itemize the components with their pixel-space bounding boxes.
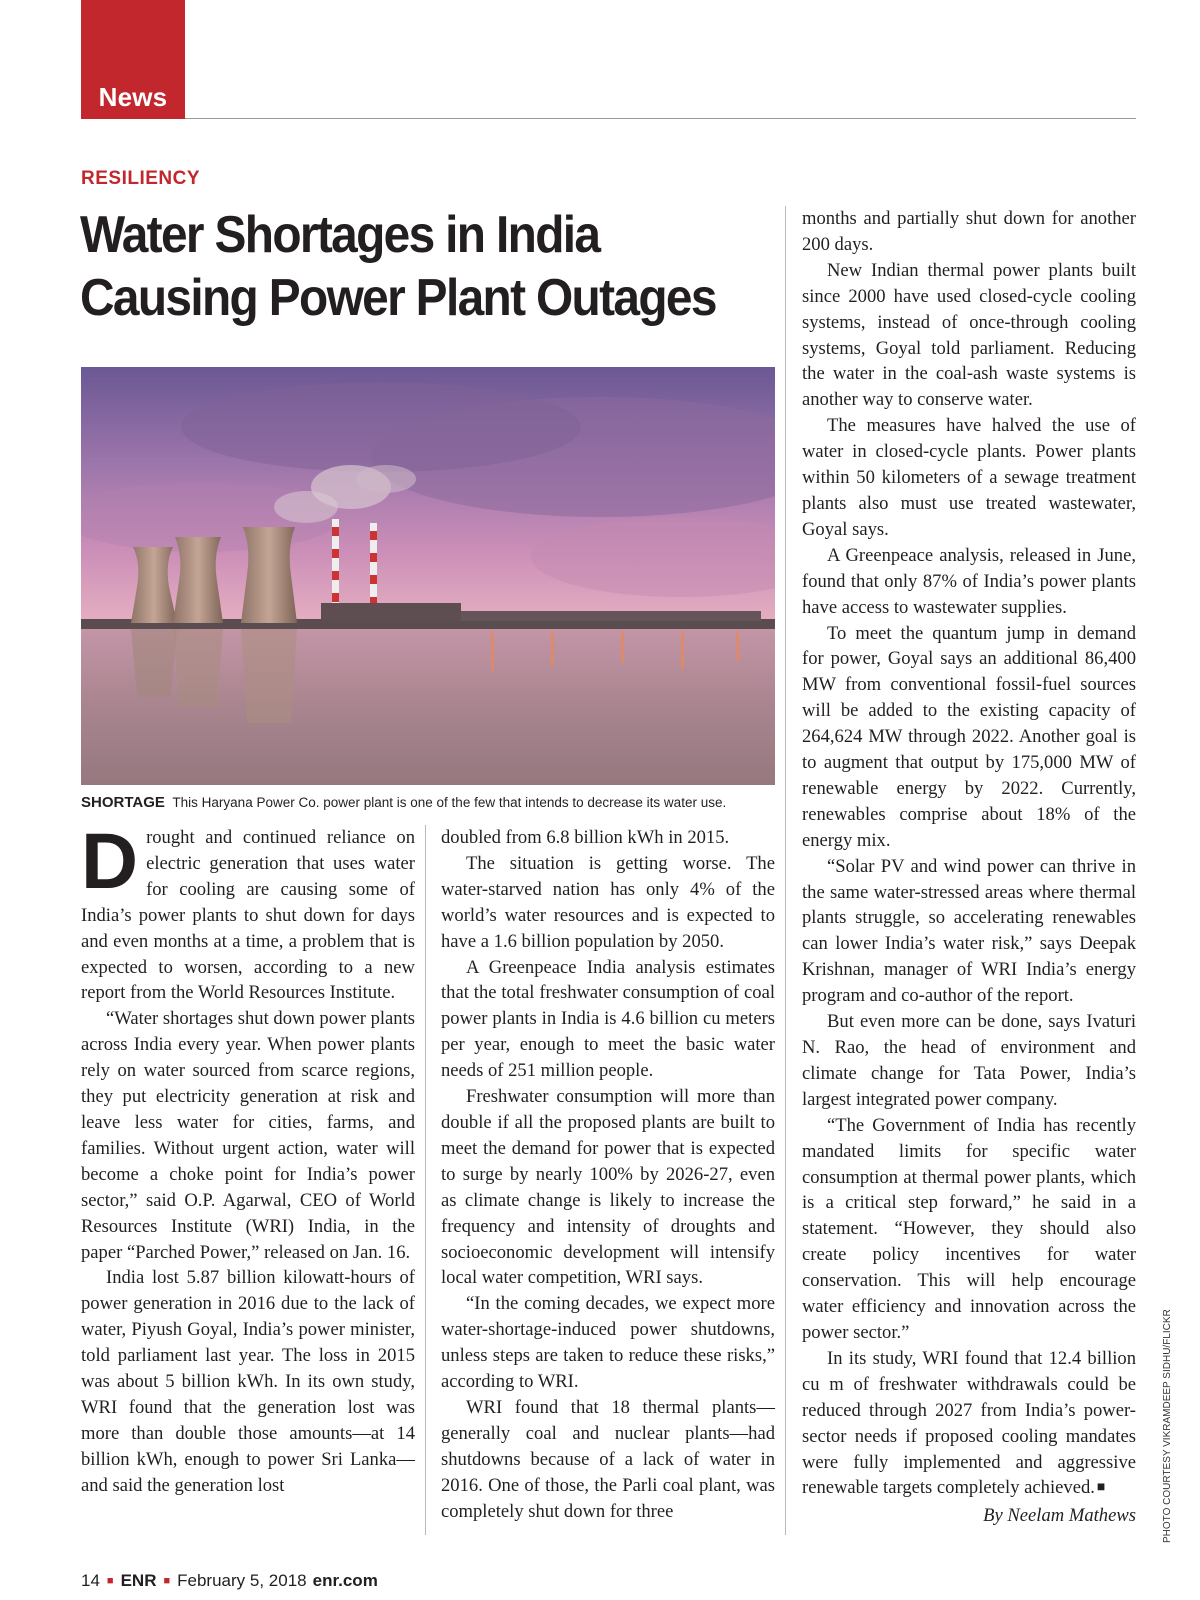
kicker: RESILIENCY bbox=[81, 168, 201, 189]
article-column-1 bbox=[81, 816, 415, 1499]
light-reflection bbox=[681, 631, 684, 669]
section-tab-label: News bbox=[98, 82, 168, 112]
photo-caption bbox=[81, 794, 781, 811]
paragraph: A Greenpeace India analysis estimates that the total freshwater consumption of coal power plants in India is 4.6 billion cu meters per year, enough to meet the basic water needs of 251 million people. bbox=[441, 956, 775, 1082]
issue-date: February 5, 2018 bbox=[177, 1571, 307, 1590]
power-plant-photo bbox=[81, 367, 775, 785]
article-column-2 bbox=[441, 825, 775, 1524]
light-reflection bbox=[551, 631, 554, 667]
paragraph: doubled from 6.8 billion kWh in 2015. bbox=[441, 827, 730, 848]
smoke-plume bbox=[274, 491, 338, 523]
caption-text: This Haryana Power Co. power plant is one of the few that intends to decrease its water use. bbox=[172, 795, 727, 810]
publication-name: ENR bbox=[120, 1571, 157, 1590]
tower-reflection bbox=[241, 629, 297, 723]
paragraph: “The Government of India has recently mandated limits for specific water consumption at thermal power plants, which is a critical step forward,” he said in a statement. “However, they should also create policy incentives for water conservation. This will help encourage water efficiency and innovation across the power sector.” bbox=[802, 1114, 1136, 1343]
cooling-tower bbox=[241, 527, 297, 623]
chimney-band bbox=[370, 575, 377, 584]
section-tab bbox=[81, 0, 185, 119]
paragraph: “Water shortages shut down power plants across India every year. When power plants rely on water sourced from scarce regions, they put electricity generation at risk and leave less water for cities, farms, and families. Without urgent action, water will become a choke point for India’s power sector,” said O.P. Agarwal, CEO of World Resources Institute (WRI) India, in the paper “Parched Power,” released on Jan. 16. bbox=[81, 1008, 415, 1263]
light-reflection bbox=[491, 631, 494, 671]
photo-credit: PHOTO COURTESY VIKRAMDEEP SIDHU/FLICKR bbox=[1162, 1309, 1173, 1543]
column-divider bbox=[785, 206, 786, 1535]
separator-icon: ■ bbox=[163, 1575, 171, 1587]
paragraph bbox=[802, 1346, 1136, 1501]
chimney-band bbox=[332, 571, 339, 580]
cloud bbox=[181, 382, 581, 472]
headline bbox=[80, 204, 724, 330]
chimney-band bbox=[332, 527, 339, 536]
smoke-plume bbox=[356, 465, 416, 493]
separator-icon: ■ bbox=[106, 1575, 114, 1587]
chimney-band bbox=[332, 549, 339, 558]
light-reflection bbox=[621, 631, 624, 663]
paragraph: Freshwater consumption will more than double if all the proposed plants are built to meet the demand for power that is expected to surge by nearly 100% by 2026-27, even as climate change is likely to increase the frequency and intensity of droughts and socioeconomic development will intensify local water competition, WRI says. bbox=[441, 1086, 775, 1289]
paragraph: months and partially shut down for another 200 days. bbox=[802, 208, 1136, 255]
column-divider bbox=[425, 825, 426, 1535]
paragraph: The measures have halved the use of water in closed-cycle plants. Power plants within 50 kilometers of a sewage treatment plants also must use treated wastewater, Goyal says. bbox=[802, 415, 1136, 540]
chimney-band bbox=[370, 553, 377, 562]
paragraph: The situation is getting worse. The water-starved nation has only 4% of the world’s water resources and is expected to have a 1.6 billion population by 2050. bbox=[441, 852, 775, 952]
header-rule bbox=[185, 118, 1136, 119]
cooling-tower bbox=[173, 537, 223, 623]
article-column-3 bbox=[802, 206, 1136, 1529]
end-mark-icon: ■ bbox=[1096, 1480, 1106, 1496]
paragraph: “In the coming decades, we expect more water-shortage-induced power shutdowns, unless steps are taken to reduce these risks,” according to WRI. bbox=[441, 1293, 775, 1393]
byline: By Neelam Mathews bbox=[983, 1505, 1136, 1527]
paragraph: New Indian thermal power plants built since 2000 have used closed-cycle cooling systems, instead of once-through cooling systems, Goyal told parliament. Reducing the water in the coal-ash waste systems is another way to conserve water. bbox=[802, 259, 1136, 411]
paragraph: To meet the quantum jump in demand for power, Goyal says an additional 86,400 MW from conventional fossil-fuel sources will be added to the existing capacity of 264,624 MW through 2022. Another goal is to augment that output by 175,000 MW of renewable energy by 2022. Currently, renewables comprise about 18% of the energy mix. bbox=[802, 622, 1136, 851]
headline-line-2: Causing Power Plant Outages bbox=[80, 269, 716, 327]
paragraph: A Greenpeace analysis, released in June, found that only 87% of India’s power plants have access to wastewater supplies. bbox=[802, 544, 1136, 618]
caption-title: SHORTAGE bbox=[81, 794, 165, 811]
page-number: 14 bbox=[81, 1571, 100, 1590]
drop-cap: D bbox=[81, 816, 139, 905]
paragraph: “Solar PV and wind power can thrive in the same water-stressed areas where thermal plants struggle, so accelerating renewables can lower India’s water risk,” says Deepak Krishnan, manager of WRI India’s energy program and co-author of the report. bbox=[802, 855, 1136, 1007]
paragraph-text: In its study, WRI found that 12.4 billion cu m of freshwater withdrawals could be reduced through 2027 from India’s power-sector needs if proposed cooling mandates were fully implemented and aggressive renewable targets completely achieved. bbox=[802, 1347, 1136, 1499]
paragraph: India lost 5.87 billion kilowatt-hours of power generation in 2016 due to the lack of water, Piyush Goyal, India’s power minister, told parliament last year. The loss in 2015 was about 5 billion kWh. In its own study, WRI found that the generation lost was more than double those amounts—at 14 billion kWh, enough to power Sri Lanka—and said the generation lost bbox=[81, 1267, 415, 1496]
page-footer bbox=[81, 1571, 378, 1591]
paragraph: WRI found that 18 thermal plants—generally coal and nuclear plants—had shutdowns because of a lack of water in 2016. One of those, the Parli coal plant, was completely shut down for three bbox=[441, 1396, 775, 1522]
plant-building bbox=[321, 603, 461, 621]
tower-reflection bbox=[131, 629, 177, 697]
paragraph-text: rought and continued reliance on electric generation that uses water for cooling are causing some of India’s power plants to shut down for days and even months at a time, a problem that is expected to worsen, according to a new report from the World Resources Institute. bbox=[81, 827, 415, 1004]
chimney-band bbox=[332, 593, 339, 602]
website-link[interactable]: enr.com bbox=[312, 1571, 378, 1590]
chimney-band bbox=[370, 531, 377, 540]
paragraph: But even more can be done, says Ivaturi N. Rao, the head of environment and climate change for Tata Power, India’s largest integrated power company. bbox=[802, 1011, 1136, 1110]
paragraph bbox=[81, 816, 415, 1006]
headline-line-1: Water Shortages in India bbox=[80, 206, 600, 264]
light-reflection bbox=[736, 631, 739, 661]
plant-building bbox=[461, 611, 761, 621]
tower-reflection bbox=[173, 629, 223, 707]
